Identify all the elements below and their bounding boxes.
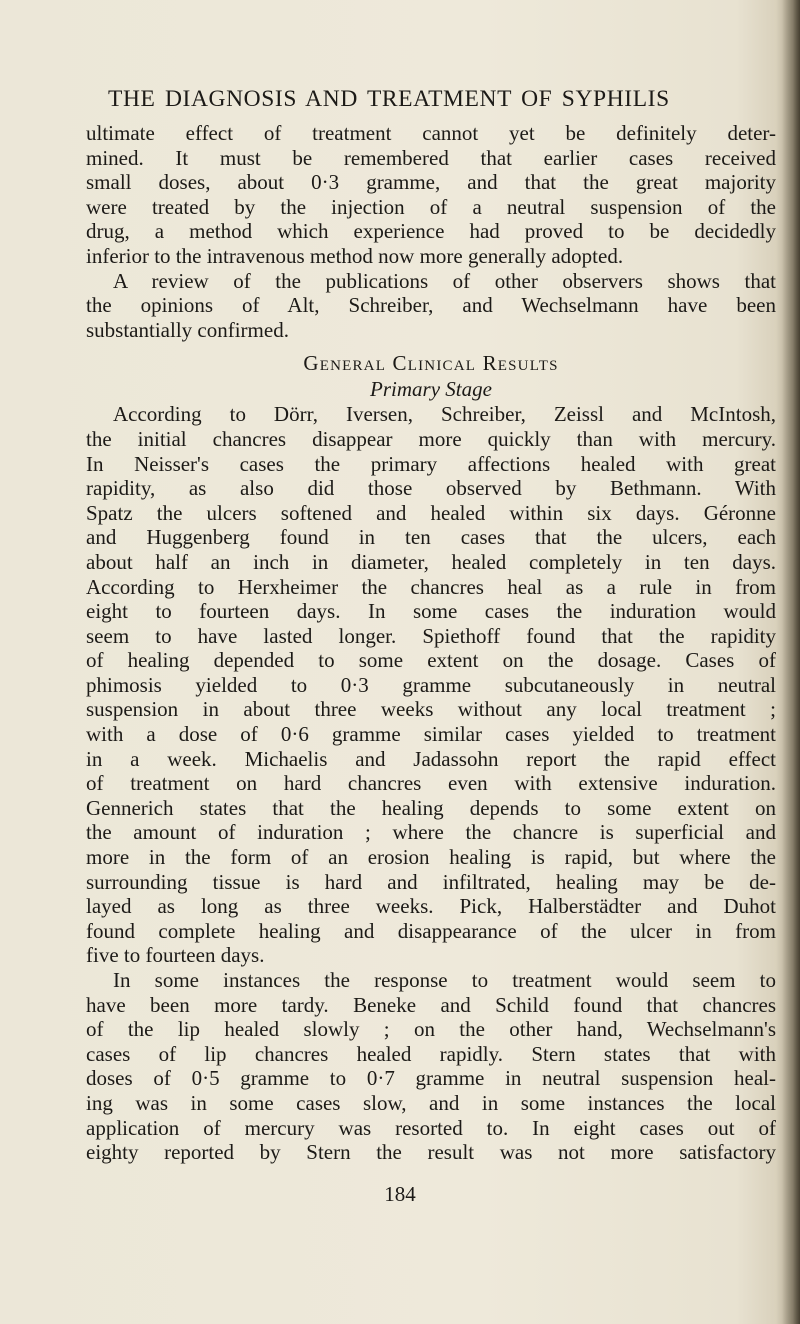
paragraph <box>86 121 776 269</box>
text-line: suspension in about three weeks without any local treatment ; <box>86 697 776 722</box>
text-line: According to Dörr, Iversen, Schreiber, Zeissl and McIntosh, <box>113 402 776 427</box>
text-line: phimosis yielded to 0·3 gramme subcutaneously in neutral <box>86 672 776 697</box>
running-head: THE DIAGNOSIS AND TREATMENT OF SYPHILIS <box>108 86 670 112</box>
text-body <box>86 121 776 1165</box>
text-line: the opinions of Alt, Schreiber, and Wechselmann have been <box>86 293 776 318</box>
paragraph <box>86 402 776 968</box>
text-line: more in the form of an erosion healing is rapid, but where the <box>86 845 776 870</box>
text-line: A review of the publications of other observers shows that <box>113 268 776 293</box>
text-line: Gennerich states that the healing depends to some extent on <box>86 795 776 820</box>
paragraph <box>86 269 776 343</box>
text-line: eighty reported by Stern the result was not more satisfactory <box>86 1140 776 1165</box>
text-line: have been more tardy. Beneke and Schild found that chancres <box>86 992 776 1017</box>
page-number: 184 <box>384 1182 416 1206</box>
text-line: with a dose of 0·6 gramme similar cases yielded to treatment <box>86 722 776 747</box>
text-line: doses of 0·5 gramme to 0·7 gramme in neutral suspension heal- <box>86 1066 776 1091</box>
text-line: surrounding tissue is hard and infiltrated, healing may be de- <box>86 869 776 894</box>
text-line: were treated by the injection of a neutral suspension of the <box>86 194 776 219</box>
text-line: the amount of induration ; where the chancre is superficial and <box>86 820 776 845</box>
text-line: application of mercury was resorted to. In eight cases out of <box>86 1115 776 1140</box>
text-line: mined. It must be remembered that earlier cases received <box>86 145 776 170</box>
text-line: drug, a method which experience had proved to be decidedly <box>86 219 776 244</box>
text-line: seem to have lasted longer. Spiethoff found that the rapidity <box>86 623 776 648</box>
text-line: of healing depended to some extent on the dosage. Cases of <box>86 648 776 673</box>
text-line: the initial chancres disappear more quickly than with mercury. <box>86 426 776 451</box>
text-line: rapidity, as also did those observed by Bethmann. With <box>86 476 776 501</box>
page-edge-shadow <box>782 0 800 1324</box>
text-line: In some instances the response to treatment would seem to <box>113 968 776 992</box>
text-line: of the lip healed slowly ; on the other hand, Wechselmann's <box>86 1017 776 1042</box>
text-line: substantially confirmed. <box>86 317 289 342</box>
text-line: layed as long as three weeks. Pick, Halberstädter and Duhot <box>86 894 776 919</box>
text-line: about half an inch in diameter, healed completely in ten days. <box>86 549 776 574</box>
paragraph <box>86 968 776 1165</box>
text-line: ultimate effect of treatment cannot yet be definitely deter- <box>86 121 776 145</box>
text-line: and Huggenberg found in ten cases that the ulcers, each <box>86 525 776 550</box>
text-line: small doses, about 0·3 gramme, and that the great majority <box>86 170 776 195</box>
text-line: In Neisser's cases the primary affections healed with great <box>86 451 776 476</box>
text-line: inferior to the intravenous method now more generally adopted. <box>86 243 624 268</box>
text-line: According to Herxheimer the chancres heal as a rule in from <box>86 574 776 599</box>
text-line: Spatz the ulcers softened and healed within six days. Géronne <box>86 500 776 525</box>
section-heading: General Clinical Results <box>303 351 559 376</box>
text-line: cases of lip chancres healed rapidly. Stern states that with <box>86 1041 776 1066</box>
sub-heading: Primary Stage <box>370 377 492 402</box>
text-line: of treatment on hard chancres even with extensive induration. <box>86 771 776 796</box>
text-line: ing was in some cases slow, and in some instances the local <box>86 1090 776 1115</box>
text-line: five to fourteen days. <box>86 943 265 968</box>
text-line: eight to fourteen days. In some cases the induration would <box>86 599 776 624</box>
text-line: in a week. Michaelis and Jadassohn report the rapid effect <box>86 746 776 771</box>
text-line: found complete healing and disappearance of the ulcer in from <box>86 918 776 943</box>
